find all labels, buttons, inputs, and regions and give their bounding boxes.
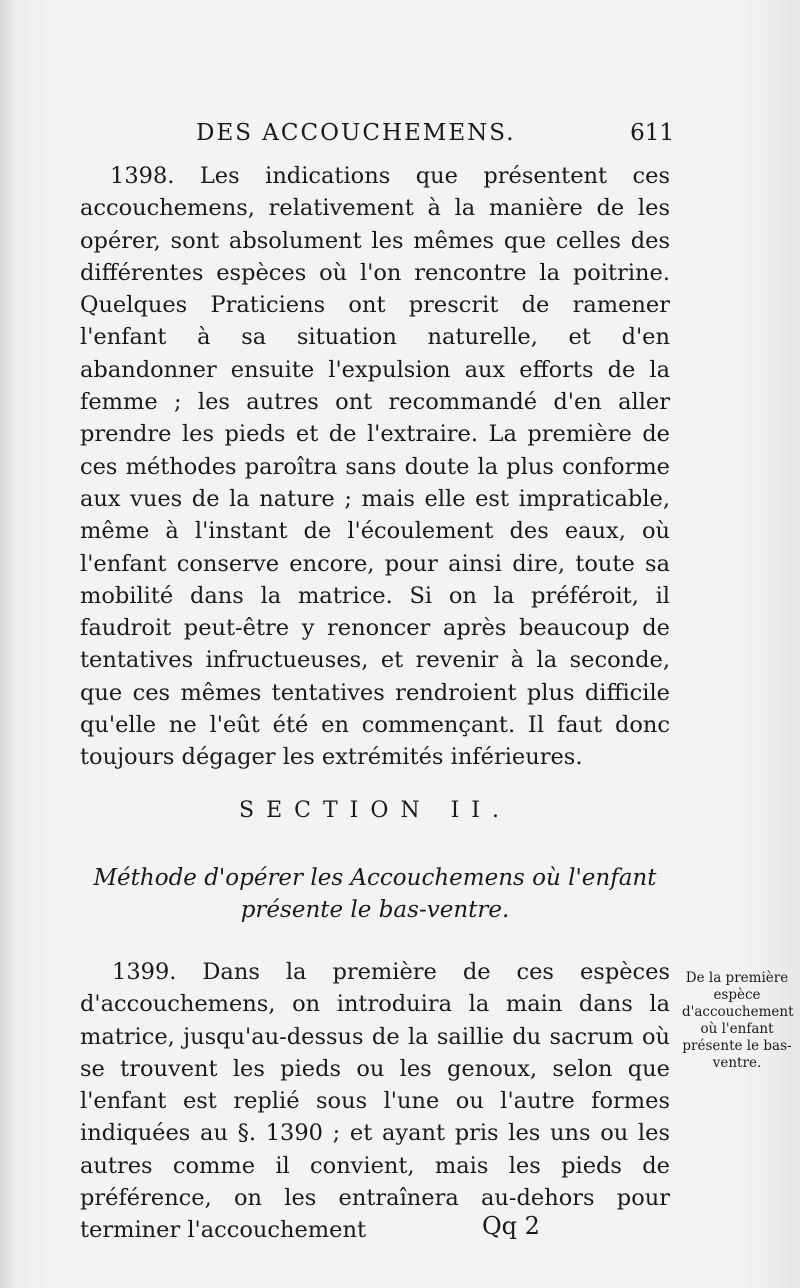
marginal-note: De la première espèce d'accouchement où l'enfant présente le bas-ventre. bbox=[682, 970, 794, 1071]
section-heading: SECTION II. bbox=[239, 798, 511, 823]
section-subtitle: Méthode d'opérer les Accouchemens où l'enfant présente le bas-ventre. bbox=[93, 865, 657, 923]
running-title: DES ACCOUCHEMENS. bbox=[196, 120, 516, 146]
signature-mark: Qq 2 bbox=[482, 1212, 540, 1240]
page-number: 611 bbox=[630, 120, 674, 146]
paragraph-1399 bbox=[80, 956, 670, 1247]
paragraph-1398 bbox=[80, 160, 670, 774]
paragraph-text: 1399. Dans la première de ces espèces d'accouchemens, on introduira la main dans la matrice, jusqu'au-dessus de la saillie du sacrum où se trouvent les pieds ou les genoux, selon que l'enfant est replié sous l'une ou l'autre formes indiquées au §. 1390 ; et ayant pris les uns ou les autres comme il convient, mais les pieds de préférence, on les entraînera au-dehors pour terminer l'accouchement bbox=[80, 959, 670, 1244]
paragraph-text: 1398. Les indications que présentent ces accouchemens, relativement à la manière de les opérer, sont absolument les mêmes que celles des différentes espèces où l'on rencontre la poitrine. Quelques Praticiens ont prescrit de ramener l'enfant à sa situation naturelle, et d'en abandonner ensuite l'expulsion aux efforts de la femme ; les autres ont recommandé d'en aller prendre les pieds et de l'extraire. La première de ces méthodes paroîtra sans doute la plus conforme aux vues de la nature ; mais elle est impraticable, même à l'instant de l'écoulement des eaux, où l'enfant conserve encore, pour ainsi dire, toute sa mobilité dans la matrice. Si on la préféroit, il faudroit peut-être y renoncer après beaucoup de tentatives infructueuses, et revenir à la seconde, que ces mêmes tentatives rendroient plus difficile qu'elle ne l'eût été en commençant. Il faut donc toujours dégager les extrémités inférieures. bbox=[80, 163, 670, 771]
